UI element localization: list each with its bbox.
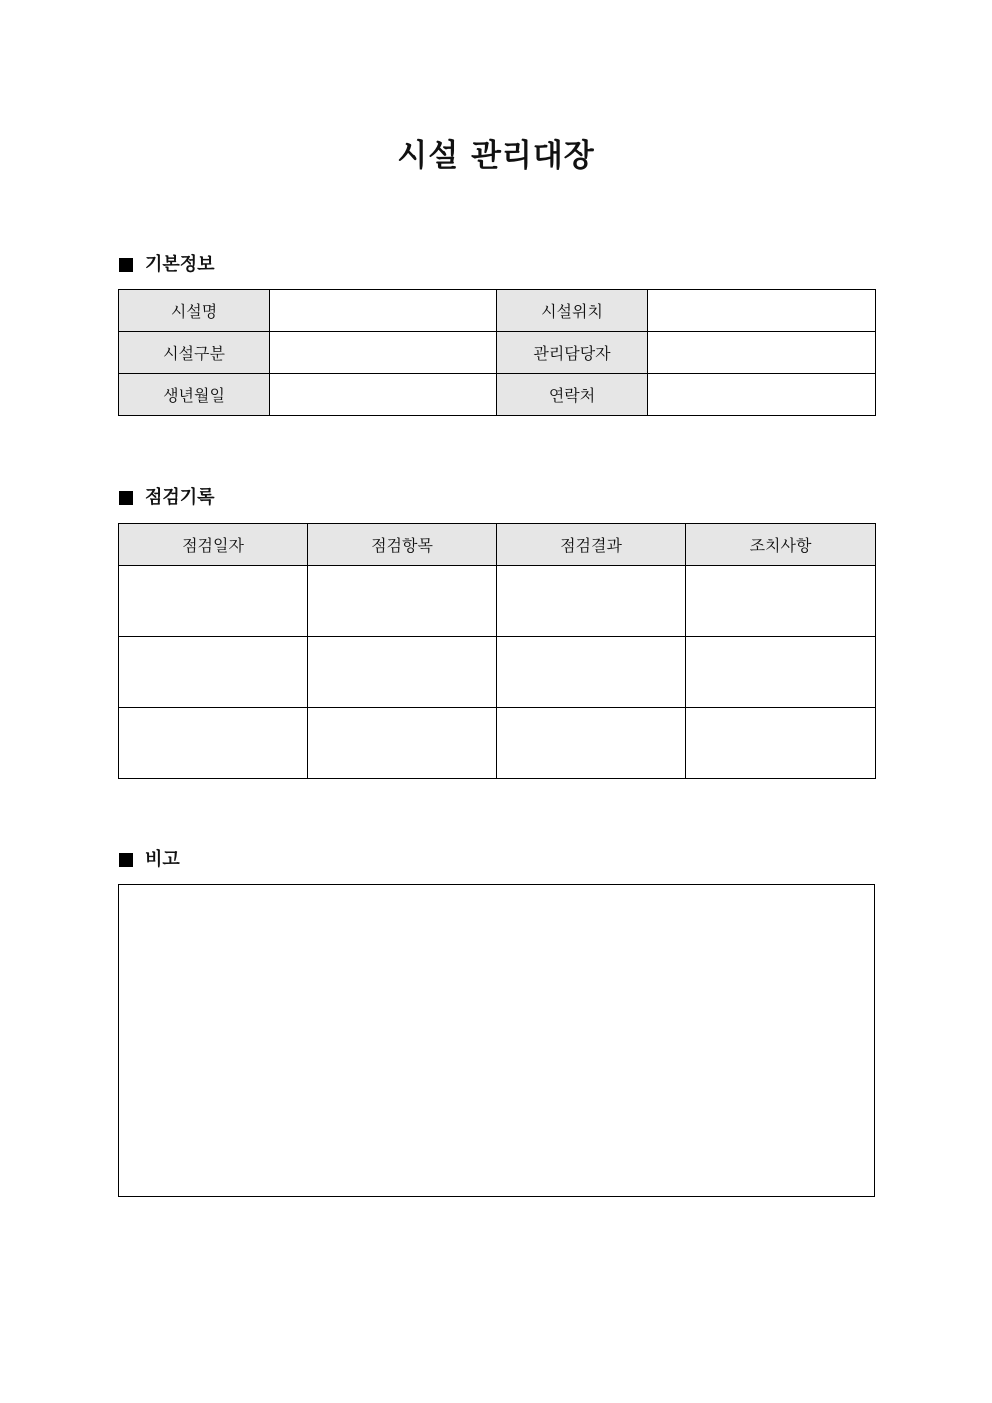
square-bullet-icon xyxy=(119,491,133,505)
remarks-field[interactable] xyxy=(118,884,875,1197)
table-row xyxy=(119,637,876,708)
cell-action-taken[interactable] xyxy=(686,637,876,708)
field-facility-location[interactable] xyxy=(648,290,876,332)
cell-inspection-date[interactable] xyxy=(119,566,308,637)
label-facility-name: 시설명 xyxy=(119,290,270,332)
page-title: 시설 관리대장 xyxy=(397,138,595,174)
table-row xyxy=(119,374,876,416)
cell-inspection-item[interactable] xyxy=(308,708,497,779)
square-bullet-icon xyxy=(119,853,133,867)
cell-inspection-date[interactable] xyxy=(119,637,308,708)
table-row xyxy=(119,332,876,374)
field-facility-type[interactable] xyxy=(270,332,497,374)
section-heading-label: 기본정보 xyxy=(145,254,215,275)
label-contact: 연락처 xyxy=(497,374,648,416)
field-facility-name[interactable] xyxy=(270,290,497,332)
field-birth-date[interactable] xyxy=(270,374,497,416)
label-facility-location: 시설위치 xyxy=(497,290,648,332)
cell-inspection-item[interactable] xyxy=(308,637,497,708)
basic-info-table xyxy=(118,289,876,416)
cell-inspection-result[interactable] xyxy=(497,637,686,708)
column-header-inspection-item: 점검항목 xyxy=(308,524,497,566)
section-heading-basic-info xyxy=(119,253,215,277)
section-heading-remarks xyxy=(119,848,180,872)
cell-inspection-result[interactable] xyxy=(497,708,686,779)
cell-action-taken[interactable] xyxy=(686,708,876,779)
field-contact[interactable] xyxy=(648,374,876,416)
label-facility-type: 시설구분 xyxy=(119,332,270,374)
section-heading-label: 점검기록 xyxy=(145,487,215,508)
inspection-table xyxy=(118,523,876,779)
column-header-action-taken: 조치사항 xyxy=(686,524,876,566)
column-header-inspection-date: 점검일자 xyxy=(119,524,308,566)
table-row xyxy=(119,708,876,779)
cell-inspection-date[interactable] xyxy=(119,708,308,779)
label-birth-date: 생년월일 xyxy=(119,374,270,416)
field-manager[interactable] xyxy=(648,332,876,374)
cell-inspection-item[interactable] xyxy=(308,566,497,637)
cell-action-taken[interactable] xyxy=(686,566,876,637)
section-heading-label: 비고 xyxy=(145,849,180,870)
cell-inspection-result[interactable] xyxy=(497,566,686,637)
column-header-inspection-result: 점검결과 xyxy=(497,524,686,566)
label-manager: 관리담당자 xyxy=(497,332,648,374)
square-bullet-icon xyxy=(119,258,133,272)
section-heading-inspection xyxy=(119,486,215,510)
table-row xyxy=(119,290,876,332)
table-header-row xyxy=(119,524,876,566)
table-row xyxy=(119,566,876,637)
